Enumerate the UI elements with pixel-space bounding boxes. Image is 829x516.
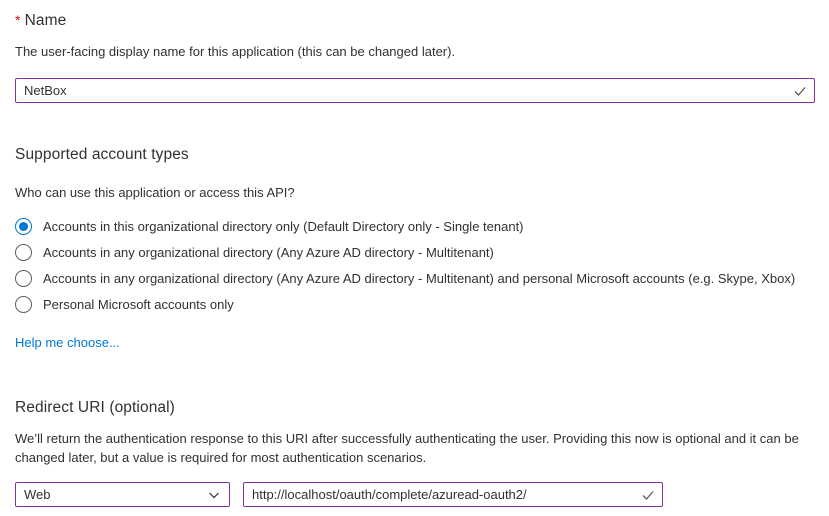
account-types-question: Who can use this application or access this API? [15,185,295,200]
redirect-uri-input[interactable] [244,483,662,506]
platform-select[interactable] [15,482,230,507]
chevron-down-icon [207,488,221,502]
radio-button-icon[interactable] [15,218,32,235]
radio-option-label[interactable]: Accounts in any organizational directory (Any Azure AD directory - Multitenant) and personal Microsoft accounts (e.g. Skype, Xbox) [43,270,796,286]
radio-button-icon[interactable] [15,244,32,261]
name-section-title [15,0,815,30]
radio-option-label[interactable]: Personal Microsoft accounts only [43,296,234,312]
redirect-uri-controls [15,482,815,507]
radio-option-label[interactable]: Accounts in this organizational directory only (Default Directory only - Single tenant) [43,218,524,234]
radio-button-icon[interactable] [15,270,32,287]
radio-option-personal-only[interactable] [15,291,815,317]
name-input[interactable] [16,79,814,102]
redirect-uri-input-container [243,482,663,507]
radio-option-multitenant[interactable] [15,239,815,265]
radio-option-multitenant-personal[interactable] [15,265,815,291]
radio-option-label[interactable]: Accounts in any organizational directory (Any Azure AD directory - Multitenant) [43,244,494,260]
supported-account-types-title: Supported account types [15,146,189,163]
platform-select-value: Web [24,487,51,502]
name-description: The user-facing display name for this application (this can be changed later). [15,44,456,59]
radio-button-icon[interactable] [15,296,32,313]
name-input-container [15,78,815,103]
radio-option-single-tenant[interactable] [15,213,815,239]
required-asterisk: * [15,12,21,28]
redirect-uri-title: Redirect URI (optional) [15,399,175,416]
name-title-text: Name [24,12,67,29]
account-types-radio-group [15,213,815,317]
help-me-choose-link[interactable]: Help me choose... [15,335,120,350]
redirect-uri-description: We’ll return the authentication response to this URI after successfully authenticating the user. Providing this now is optional and it can be changed later, but a value is required for most authentication scenarios. [15,431,799,465]
